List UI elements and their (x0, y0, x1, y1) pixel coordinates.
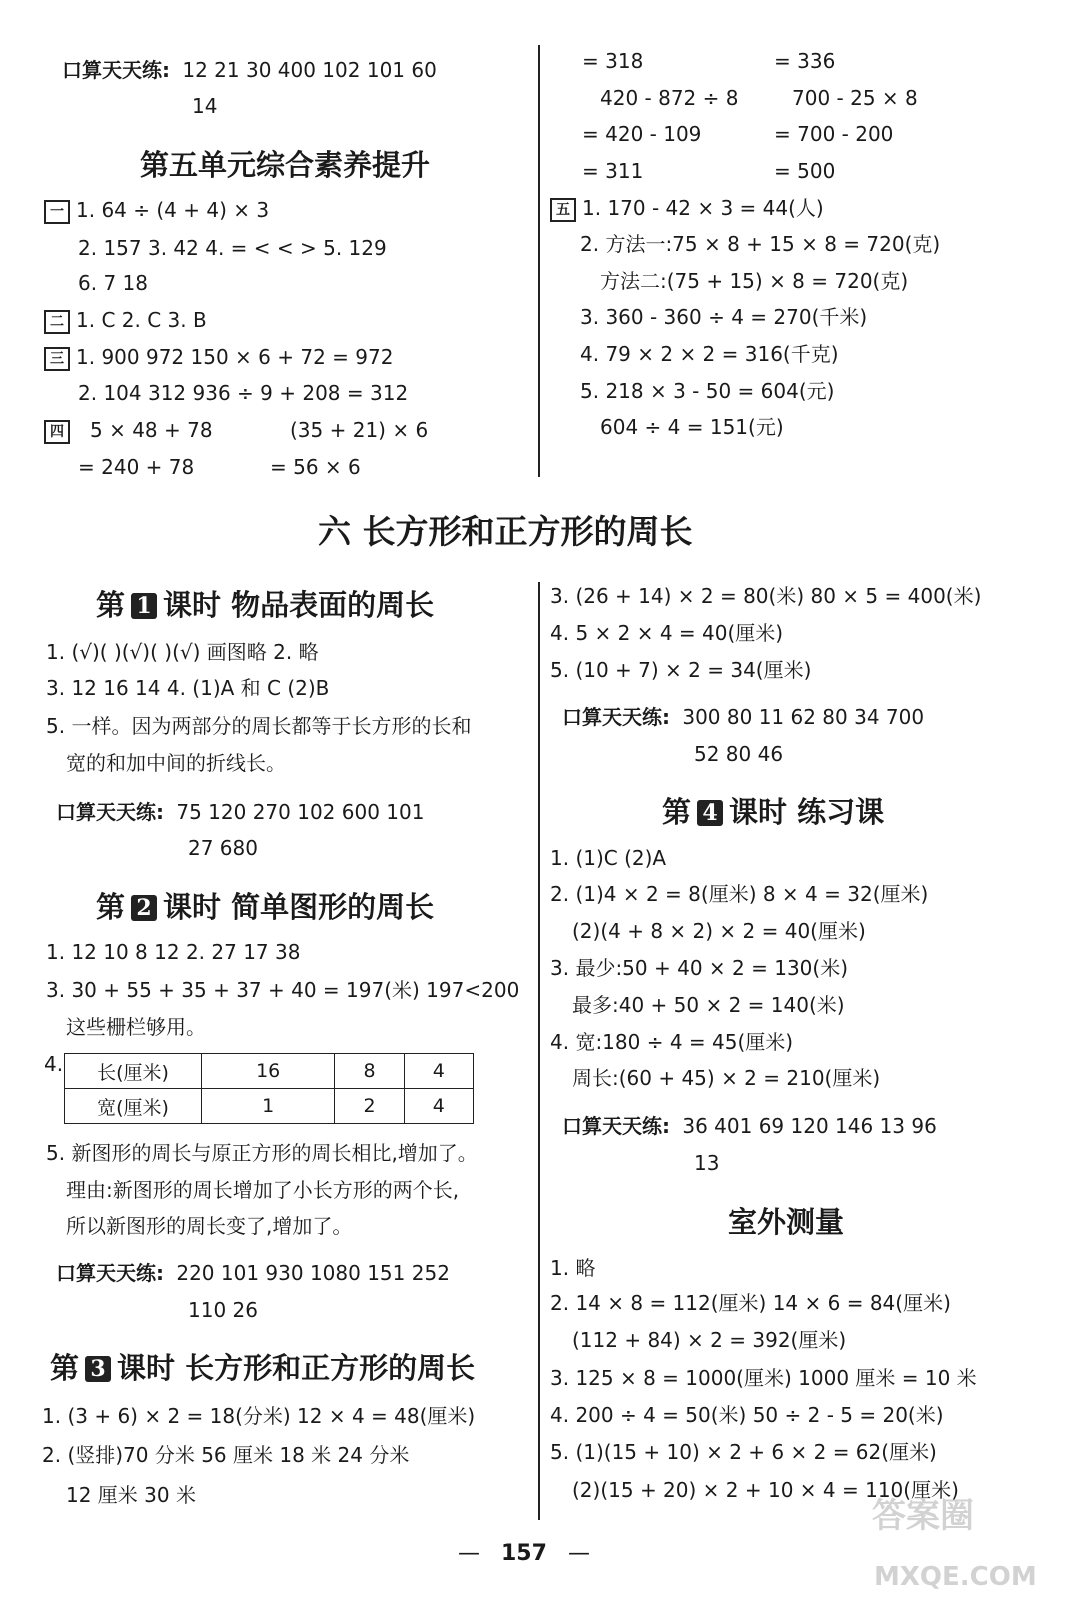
unit5-part4: 四 5 × 48 + 78 (44, 418, 213, 444)
lesson3-kousuan-line2: 52 80 46 (694, 742, 784, 766)
unit5-line: = 240 + 78 (78, 455, 195, 479)
outdoor-line: 5. (1)(15 + 10) × 2 + 6 × 2 = 62(厘米) (550, 1440, 937, 1464)
page-footer: — 157 — (458, 1541, 590, 1566)
unit5-line: (35 + 21) × 6 (290, 418, 429, 442)
lesson2-line: 1. 12 10 8 12 2. 27 17 38 (46, 940, 301, 964)
section-mark-2: 二 (44, 310, 70, 334)
outdoor-line: (2)(15 + 20) × 2 + 10 × 4 = 110(厘米) (572, 1478, 959, 1502)
table-row (65, 1054, 474, 1089)
unit5-line: 6. 7 18 (78, 271, 148, 295)
table-cell: 4 (404, 1054, 473, 1089)
lesson1-line: 3. 12 16 14 4. (1)A 和 C (2)B (46, 676, 330, 700)
unit5-part3: 三 1. 900 972 150 × 6 + 72 = 972 (44, 345, 393, 371)
lesson1-kousuan: 口算天天练: 75 120 270 102 600 101 (56, 800, 425, 824)
lesson4-line: 周长:(60 + 45) × 2 = 210(厘米) (572, 1066, 881, 1090)
lesson3-right-line: 4. 5 × 2 × 4 = 40(厘米) (550, 621, 784, 645)
lesson4-line: 最多:40 + 50 × 2 = 140(米) (572, 993, 845, 1017)
rt-line: = 318 (582, 49, 644, 73)
lesson-number-badge: 3 (85, 1356, 111, 1382)
lesson2-line: 所以新图形的周长变了,增加了。 (66, 1214, 353, 1238)
lesson4-line: 4. 宽:180 ÷ 4 = 45(厘米) (550, 1030, 794, 1054)
column-divider-bottom (538, 582, 540, 1520)
rt-line: 3. 360 - 360 ÷ 4 = 270(千米) (580, 305, 868, 329)
unit5-part1: 一 1. 64 ÷ (4 + 4) × 3 (44, 198, 269, 224)
lesson2-line: 理由:新图形的周长增加了小长方形的两个长, (66, 1178, 460, 1202)
rt-line: 方法二:(75 + 15) × 8 = 720(克) (600, 269, 909, 293)
table-cell: 16 (202, 1054, 335, 1089)
page-number: 157 (501, 1541, 547, 1566)
outdoor-line: 1. 略 (550, 1256, 596, 1280)
unit5-part2: 二 1. C 2. C 3. B (44, 308, 207, 334)
outdoor-line: 4. 200 ÷ 4 = 50(米) 50 ÷ 2 - 5 = 20(米) (550, 1403, 944, 1427)
lesson3-title: 第 3 课时 长方形和正方形的周长 (50, 1351, 476, 1385)
lesson2-kousuan: 口算天天练: 220 101 930 1080 151 252 (56, 1261, 450, 1285)
chapter-title: 六 长方形和正方形的周长 (318, 512, 693, 551)
lesson-number-badge: 2 (131, 895, 157, 921)
rt-line: 604 ÷ 4 = 151(元) (600, 415, 784, 439)
lesson3-line: 12 厘米 30 米 (66, 1483, 196, 1507)
lesson2-line: 4. (44, 1052, 64, 1076)
outdoor-line: (112 + 84) × 2 = 392(厘米) (572, 1328, 847, 1352)
lesson1-title: 第 1 课时 物品表面的周长 (96, 588, 435, 622)
lesson2-line: 3. 30 + 55 + 35 + 37 + 40 = 197(米) 197<200 (46, 978, 520, 1002)
lesson3-right-line: 3. (26 + 14) × 2 = 80(米) 80 × 5 = 400(米) (550, 584, 982, 608)
rt-line: 4. 79 × 2 × 2 = 316(千克) (580, 342, 839, 366)
unit5-line: 2. 157 3. 42 4. = < < > 5. 129 (78, 236, 387, 260)
column-divider-top (538, 45, 540, 477)
rt-part5: 五 1. 170 - 42 × 3 = 44(人) (550, 196, 824, 222)
outdoor-line: 3. 125 × 8 = 1000(厘米) 1000 厘米 = 10 米 (550, 1366, 977, 1390)
rt-line: = 700 - 200 (774, 122, 894, 146)
lesson4-title: 第 4 课时 练习课 (662, 795, 885, 829)
lesson1-line: 5. 一样。因为两部分的周长都等于长方形的长和 (46, 714, 472, 738)
lesson4-line: 2. (1)4 × 2 = 8(厘米) 8 × 4 = 32(厘米) (550, 882, 929, 906)
table-cell: 4 (404, 1089, 473, 1124)
table-cell: 8 (335, 1054, 404, 1089)
outdoor-line: 2. 14 × 8 = 112(厘米) 14 × 6 = 84(厘米) (550, 1291, 951, 1315)
section-mark-3: 三 (44, 347, 70, 371)
lesson-number-badge: 4 (697, 800, 723, 826)
rt-line: 700 - 25 × 8 (792, 86, 918, 110)
table-cell: 宽(厘米) (65, 1089, 202, 1124)
lesson4-kousuan-line2: 13 (694, 1151, 720, 1175)
rt-line: = 420 - 109 (582, 122, 702, 146)
lesson2-line: 5. 新图形的周长与原正方形的周长相比,增加了。 (46, 1141, 478, 1165)
lesson3-line: 2. (竖排)70 分米 56 厘米 18 米 24 分米 (42, 1443, 410, 1467)
lesson1-line: 1. (√)( )(√)( )(√) 画图略 2. 略 (46, 640, 319, 664)
rt-line: = 336 (774, 49, 836, 73)
lesson3-kousuan: 口算天天练: 300 80 11 62 80 34 700 (562, 705, 925, 729)
unit5-title: 第五单元综合素养提升 (140, 148, 431, 182)
section-mark-1: 一 (44, 200, 70, 224)
table-cell: 2 (335, 1089, 404, 1124)
section-mark-4: 四 (44, 420, 70, 444)
watermark-url: MXQE.COM (874, 1562, 1037, 1592)
rt-line: 420 - 872 ÷ 8 (600, 86, 739, 110)
lesson4-kousuan: 口算天天练: 36 401 69 120 146 13 96 (562, 1114, 937, 1138)
lesson3-line: 1. (3 + 6) × 2 = 18(分米) 12 × 4 = 48(厘米) (42, 1404, 476, 1428)
lesson1-kousuan-line2: 27 680 (188, 836, 258, 860)
lesson2-kousuan-line2: 110 26 (188, 1298, 258, 1322)
lesson4-line: (2)(4 + 8 × 2) × 2 = 40(厘米) (572, 919, 866, 943)
table-cell: 1 (202, 1089, 335, 1124)
rt-line: 2. 方法一:75 × 8 + 15 × 8 = 720(克) (580, 232, 941, 256)
outdoor-title: 室外测量 (728, 1205, 845, 1239)
section-mark-5: 五 (550, 198, 576, 222)
lesson2-line: 这些栅栏够用。 (66, 1015, 206, 1039)
rt-line: = 500 (774, 159, 836, 183)
unit5-line: = 56 × 6 (270, 455, 361, 479)
rt-line: 5. 218 × 3 - 50 = 604(元) (580, 379, 835, 403)
kousuan-top-left-line2: 14 (192, 94, 218, 118)
lesson4-line: 3. 最少:50 + 40 × 2 = 130(米) (550, 956, 848, 980)
lesson4-line: 1. (1)C (2)A (550, 846, 667, 870)
perimeter-table (64, 1053, 474, 1124)
watermark-logo: 答案圈 (872, 1496, 974, 1536)
unit5-line: 2. 104 312 936 ÷ 9 + 208 = 312 (78, 381, 409, 405)
table-cell: 长(厘米) (65, 1054, 202, 1089)
lesson1-line: 宽的和加中间的折线长。 (66, 751, 286, 775)
lesson-number-badge: 1 (131, 593, 157, 619)
kousuan-top-left: 口算天天练: 12 21 30 400 102 101 60 (62, 58, 437, 82)
rt-line: = 311 (582, 159, 644, 183)
table-row (65, 1089, 474, 1124)
lesson3-right-line: 5. (10 + 7) × 2 = 34(厘米) (550, 658, 812, 682)
lesson2-title: 第 2 课时 简单图形的周长 (96, 890, 435, 924)
